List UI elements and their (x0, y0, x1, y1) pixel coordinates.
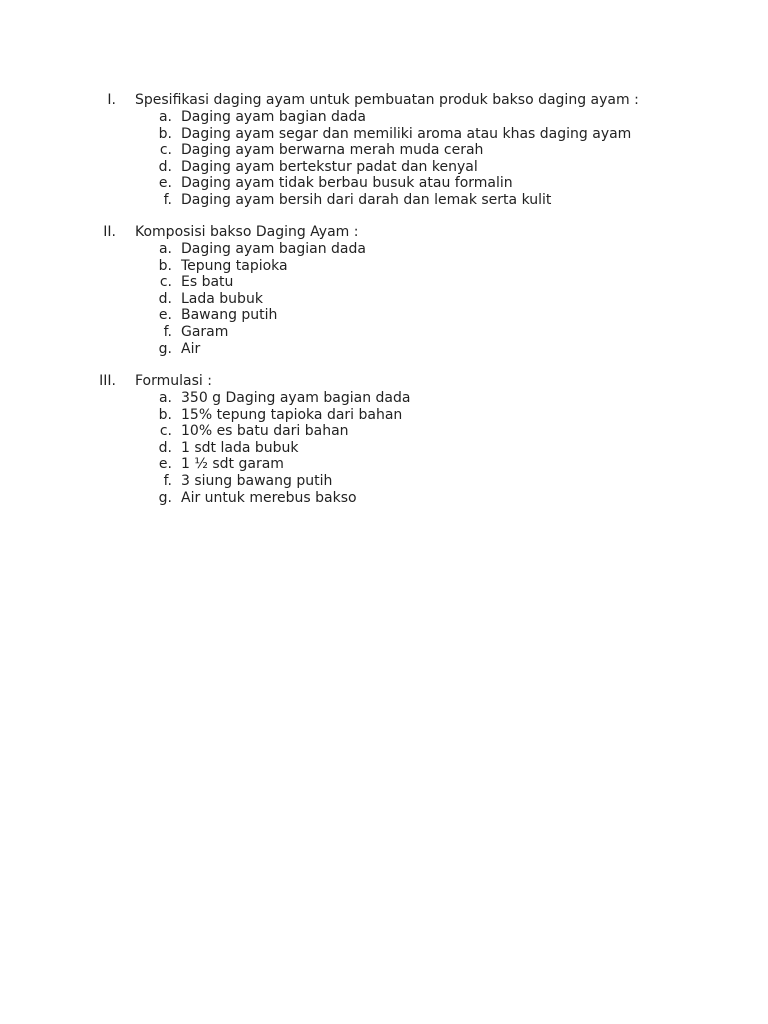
item-letter: g. (158, 340, 172, 357)
section-numeral: I. (107, 92, 116, 108)
list-item (0, 324, 768, 341)
list-item (0, 258, 768, 275)
list-item (0, 307, 768, 324)
list-item (0, 109, 768, 126)
item-letter: c. (159, 274, 172, 291)
item-text: Daging ayam bagian dada (181, 241, 366, 257)
list-item (0, 473, 768, 490)
list-item (0, 390, 768, 407)
list-item (0, 142, 768, 159)
item-letter: c. (159, 142, 172, 159)
formulation-list (0, 390, 768, 506)
section-heading (0, 373, 768, 390)
item-letter: e. (158, 175, 172, 192)
item-text: Garam (181, 323, 229, 340)
item-text: 3 siung bawang putih (181, 472, 333, 489)
list-item (0, 159, 768, 176)
item-letter: a. (158, 390, 172, 406)
item-text: Es batu (181, 274, 234, 291)
item-letter: b. (158, 406, 172, 423)
item-letter: d. (158, 439, 172, 456)
list-item (0, 423, 768, 440)
item-text: Tepung tapioka (181, 257, 288, 274)
specification-list (0, 109, 768, 209)
list-item (0, 175, 768, 192)
item-letter: d. (158, 158, 172, 175)
item-letter: f. (163, 323, 172, 340)
item-text: Daging ayam tidak berbau busuk atau formalin (181, 175, 513, 192)
item-text: 350 g Daging ayam bagian dada (181, 390, 411, 406)
section-formulation (0, 373, 768, 506)
list-item (0, 274, 768, 291)
item-text: Daging ayam berwarna merah muda cerah (181, 142, 484, 159)
list-item (0, 241, 768, 258)
list-item (0, 192, 768, 209)
section-numeral: III. (99, 373, 116, 389)
item-text: Daging ayam bertekstur padat dan kenyal (181, 158, 478, 175)
item-text: Daging ayam bersih dari darah dan lemak serta kulit (181, 191, 552, 208)
item-letter: b. (158, 125, 172, 142)
item-text: Daging ayam bagian dada (181, 109, 366, 125)
section-heading (0, 224, 768, 241)
composition-list (0, 241, 768, 357)
section-title: Spesifikasi daging ayam untuk pembuatan produk bakso daging ayam : (135, 92, 639, 108)
item-text: Lada bubuk (181, 290, 263, 307)
item-text: Air (181, 340, 201, 357)
list-item (0, 291, 768, 308)
section-title: Formulasi : (135, 373, 212, 389)
item-letter: g. (158, 489, 172, 506)
item-text: 15% tepung tapioka dari bahan (181, 406, 403, 423)
item-letter: a. (158, 109, 172, 125)
list-item (0, 341, 768, 358)
section-heading (0, 92, 768, 109)
item-letter: f. (163, 191, 172, 208)
item-letter: b. (158, 257, 172, 274)
item-letter: e. (158, 456, 172, 473)
item-text: Daging ayam segar dan memiliki aroma atau khas daging ayam (181, 125, 632, 142)
item-text: 10% es batu dari bahan (181, 423, 349, 440)
section-composition (0, 224, 768, 357)
item-text: 1 ½ sdt garam (181, 456, 284, 473)
item-letter: f. (163, 472, 172, 489)
item-letter: e. (158, 307, 172, 324)
item-letter: d. (158, 290, 172, 307)
list-item (0, 407, 768, 424)
section-specifications (0, 92, 768, 209)
section-title: Komposisi bakso Daging Ayam : (135, 224, 359, 240)
item-letter: a. (158, 241, 172, 257)
list-item (0, 126, 768, 143)
item-text: Air untuk merebus bakso (181, 489, 357, 506)
item-letter: c. (159, 423, 172, 440)
list-item (0, 456, 768, 473)
list-item (0, 490, 768, 507)
section-numeral: II. (103, 224, 116, 240)
item-text: 1 sdt lada bubuk (181, 439, 299, 456)
item-text: Bawang putih (181, 307, 278, 324)
list-item (0, 440, 768, 457)
